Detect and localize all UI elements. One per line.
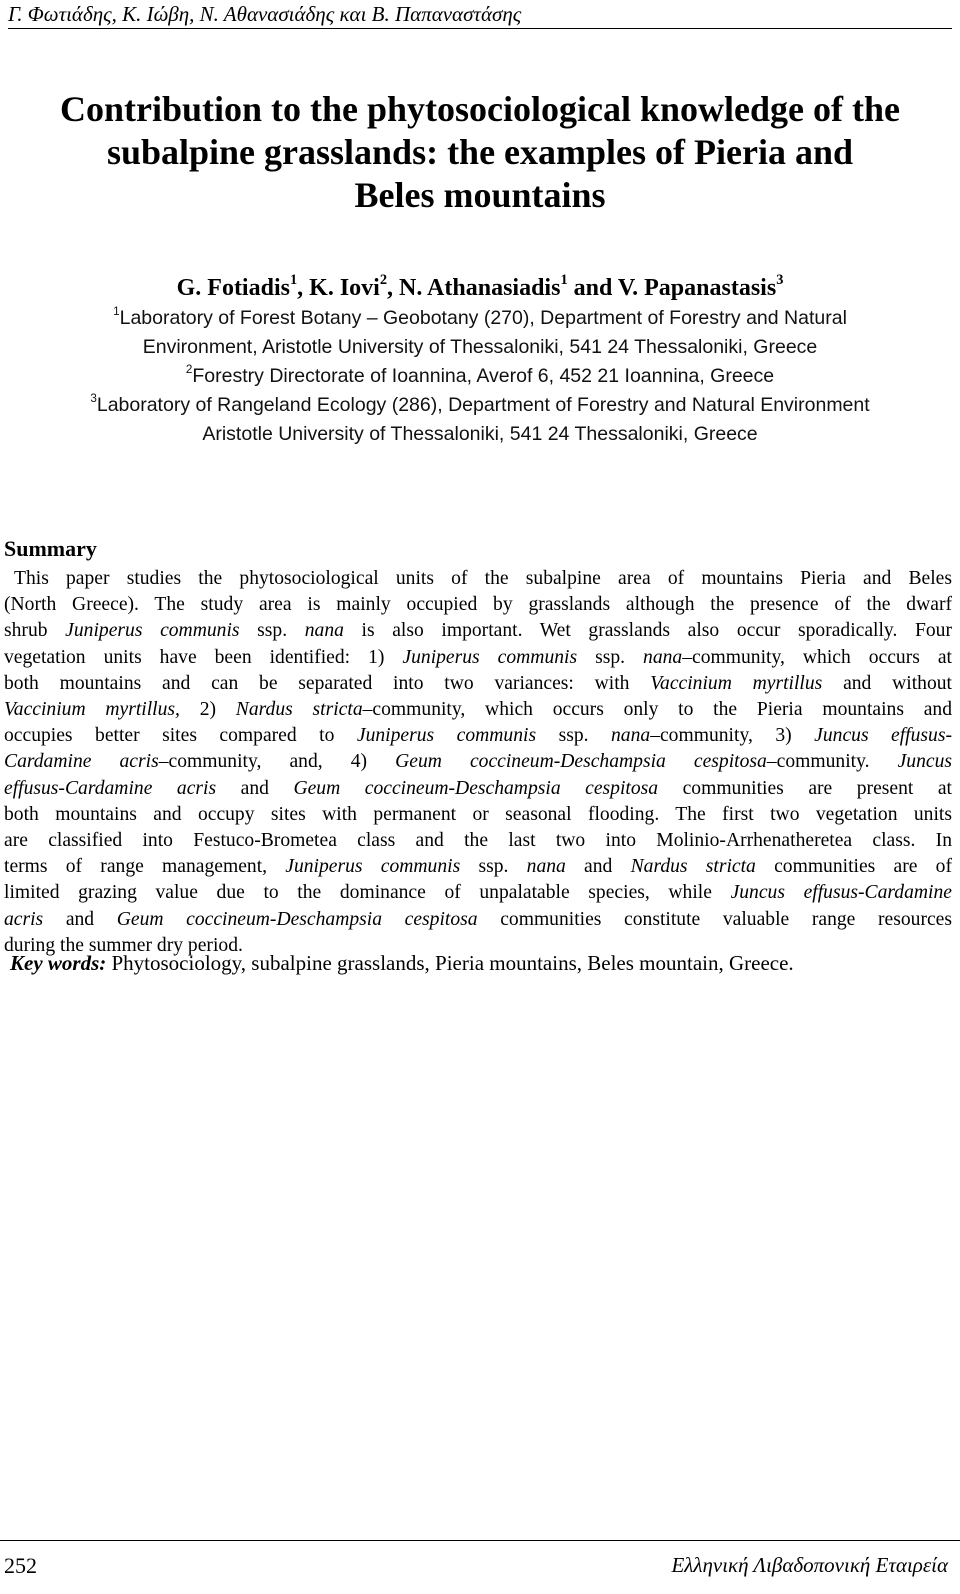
summary-line: [4, 776, 952, 802]
text-run: –community, 3): [650, 725, 815, 747]
summary-line: [4, 854, 952, 880]
species-name: effusus-Cardamine acris: [4, 777, 217, 799]
affiliation-line: [0, 391, 960, 420]
summary-line: [4, 880, 952, 906]
summary-line: [4, 749, 952, 775]
text-run: communities constitute valuable range resources: [477, 908, 952, 930]
paper-title: [0, 88, 960, 217]
affiliation-marker: 1: [289, 272, 298, 289]
species-name: acris: [4, 908, 44, 930]
affiliations: [0, 304, 960, 449]
summary-line: [4, 907, 952, 933]
species-name: Cardamine acris: [4, 751, 159, 773]
text-run: and without: [822, 672, 952, 694]
species-name: nana: [304, 620, 344, 642]
summary-line: [4, 723, 952, 749]
summary-text: [4, 566, 952, 959]
summary-line: This paper studies the phytosociological units of the subalpine area of mountains Pieria and Beles: [14, 568, 952, 589]
species-name: Nardus stricta: [235, 699, 363, 721]
text-run: 2): [179, 699, 236, 721]
text-run: communities are present at: [658, 777, 952, 799]
author-list: [0, 274, 960, 302]
text-run: and: [565, 856, 631, 878]
text-run: limited grazing value due to the dominance of unpalatable species, while: [4, 882, 731, 904]
affiliation-text: Laboratory of Forest Botany – Geobotany (270), Department of Forestry and Natural: [119, 307, 847, 329]
text-run: and: [43, 908, 117, 930]
text-run: ssp.: [577, 646, 644, 668]
species-name: Juniperus communis: [356, 725, 537, 747]
summary-line: [4, 645, 952, 671]
species-name: Juniperus communis: [65, 620, 240, 642]
affiliation-line: [0, 304, 960, 333]
title-line: subalpine grasslands: the examples of Pieria and: [106, 132, 854, 172]
text-run: communities are of: [755, 856, 952, 878]
text-run: ssp.: [239, 620, 305, 642]
summary-line: [4, 671, 952, 697]
title-line: Contribution to the phytosociological knowledge of the: [59, 89, 901, 129]
species-name: Geum coccineum-Deschampsia cespitosa: [395, 751, 767, 773]
species-name: Nardus stricta: [630, 856, 756, 878]
author-name: , K. Iovi: [297, 275, 380, 301]
page-number: 252: [4, 1553, 37, 1578]
affiliation-line: [0, 362, 960, 391]
title-line: Beles mountains: [354, 175, 606, 215]
page-footer: [0, 1540, 960, 1594]
summary-line: both mountains and occupy sites with permanent or seasonal flooding. The first two vegetation units: [4, 803, 952, 825]
affiliation-line: Environment, Aristotle University of Thessaloniki, 541 24 Thessaloniki, Greece: [142, 336, 818, 358]
species-name: Juniperus communis: [285, 856, 461, 878]
text-run: ssp.: [536, 725, 611, 747]
affiliation-marker: 1: [560, 272, 568, 289]
affiliation-text: Laboratory of Rangeland Ecology (286), Department of Forestry and Natural Environment: [96, 394, 870, 416]
affiliation-marker: 3: [776, 272, 784, 289]
species-name: Vaccinium myrtillus: [650, 672, 823, 694]
keywords: [10, 950, 954, 976]
author-name: and V. Papanastasis: [567, 275, 777, 301]
summary-line: [4, 697, 952, 723]
text-run: –community, and, 4): [158, 751, 396, 773]
summary-line: during the summer dry period.: [4, 934, 243, 956]
species-name: nana: [611, 725, 651, 747]
text-run: and: [216, 777, 294, 799]
text-run: –community, which occurs only to the Pieria mountains and: [362, 699, 953, 721]
text-run: vegetation units have been identified: 1): [4, 646, 403, 668]
species-name: Juncus effusus-: [814, 725, 952, 747]
keywords-text: Phytosociology, subalpine grasslands, Pieria mountains, Beles mountain, Greece.: [106, 951, 794, 975]
publisher-name: Ελληνική Λιβαδοπονική Εταιρεία: [671, 1553, 948, 1577]
species-name: Juncus effusus-Cardamine: [730, 882, 952, 904]
author-name: , N. Athanasiadis: [387, 275, 561, 301]
species-name: nana: [643, 646, 683, 668]
text-run: –community, which occurs at: [682, 646, 952, 668]
author-name: G. Fotiadis: [176, 275, 290, 301]
summary-line: (North Greece). The study area is mainly occupied by grasslands although the presence of the dwarf: [4, 594, 952, 616]
text-run: –community.: [766, 751, 898, 773]
affiliation-marker: 1: [113, 305, 120, 319]
species-name: Juniperus communis: [402, 646, 578, 668]
species-name: Geum coccineum-Deschampsia cespitosa: [116, 908, 478, 930]
affiliation-marker: 2: [379, 272, 388, 289]
summary-line: are classified into Festuco-Brometea class and the last two into Molinio-Arrhenatheretea class. In: [4, 830, 952, 852]
text-run: is also important. Wet grasslands also occur sporadically. Four: [343, 620, 952, 642]
keywords-label: Key words:: [10, 951, 107, 975]
species-name: Juncus: [897, 751, 952, 773]
text-run: terms of range management,: [4, 856, 286, 878]
species-name: Geum coccineum-Deschampsia cespitosa: [293, 777, 659, 799]
text-run: both mountains and can be separated into two variances: with: [4, 672, 651, 694]
affiliation-marker: 2: [185, 363, 193, 377]
running-head: Γ. Φωτιάδης, Κ. Ιώβη, Ν. Αθανασιάδης και Β. Παπαναστάσης: [8, 2, 952, 29]
summary-line: [4, 618, 952, 644]
text-run: shrub: [4, 620, 66, 642]
species-name: nana: [526, 856, 566, 878]
text-run: ssp.: [460, 856, 527, 878]
species-name: Vaccinium myrtillus,: [4, 699, 180, 721]
affiliation-marker: 3: [90, 392, 97, 406]
summary-heading: Summary: [4, 536, 97, 561]
affiliation-text: Forestry Directorate of Ioannina, Averof 6, 452 21 Ioannina, Greece: [192, 365, 775, 387]
text-run: occupies better sites compared to: [4, 725, 357, 747]
affiliation-line: Aristotle University of Thessaloniki, 541 24 Thessaloniki, Greece: [202, 423, 758, 445]
